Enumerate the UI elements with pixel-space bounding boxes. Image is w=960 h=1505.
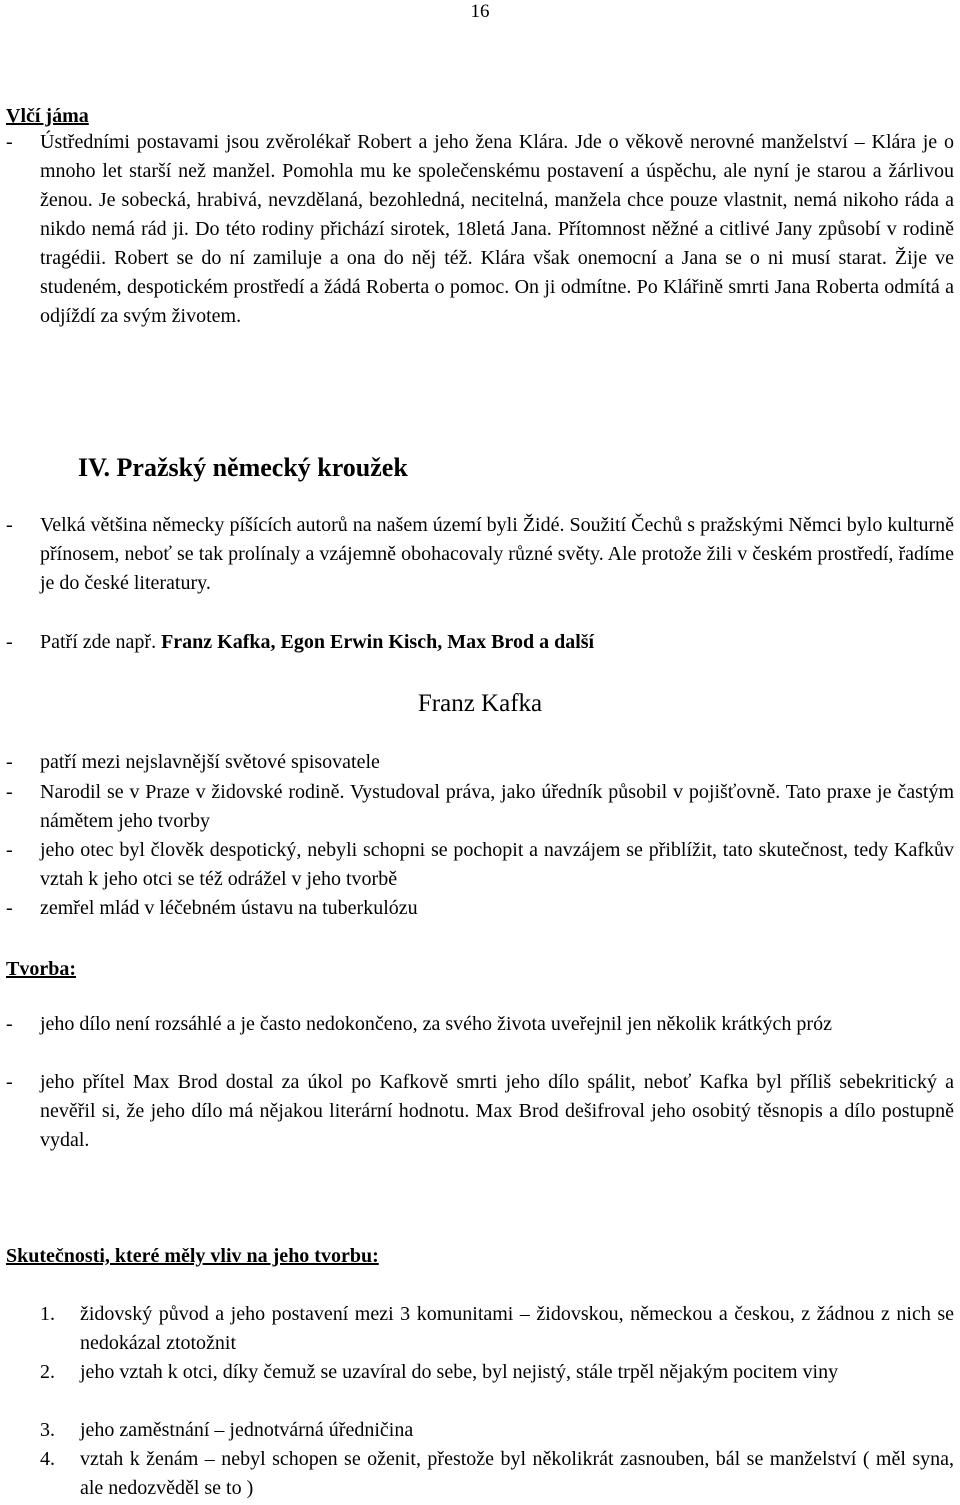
list-dash: - bbox=[6, 514, 13, 536]
section-title-prazsky-kruzek: IV. Pražský německý kroužek bbox=[78, 453, 408, 482]
list-item-text: jeho dílo není rozsáhlé a je často nedokončeno, za svého života uveřejnil jen několik krátkých próz bbox=[40, 1013, 832, 1035]
list-dash: - bbox=[6, 781, 13, 803]
list-dash: - bbox=[6, 1071, 13, 1093]
list-dash: - bbox=[6, 131, 13, 153]
list-dash: - bbox=[6, 897, 13, 919]
numbered-item-text: jeho vztah k otci, díky čemuž se uzavíral do sebe, byl nejistý, stále trpěl nějakým pocitem viny bbox=[80, 1361, 839, 1383]
item-number: 1. bbox=[40, 1303, 55, 1325]
numbered-item bbox=[40, 1300, 954, 1358]
author-title: Franz Kafka bbox=[417, 690, 543, 717]
list-item-text: jeho přítel Max Brod dostal za úkol po Kafkově smrti jeho dílo spálit, neboť Kafka byl příliš sebekritický a nevěřil si, že jeho dílo má nějakou literární hodnotu. Max Brod dešifroval jeho osobitý těsnopis a dílo postupně vydal. bbox=[40, 1071, 954, 1151]
list-item bbox=[6, 128, 954, 331]
list-item-text: patří mezi nejslavnější světové spisovatele bbox=[40, 751, 380, 773]
list-item bbox=[6, 511, 954, 598]
list-dash: - bbox=[6, 839, 13, 861]
list-item bbox=[6, 628, 954, 657]
item-number: 2. bbox=[40, 1361, 55, 1383]
list-item bbox=[6, 836, 954, 894]
list-item-plain: Patří zde např. bbox=[40, 631, 162, 653]
numbered-item-text: jeho zaměstnání – jednotvárná úředničina bbox=[80, 1419, 414, 1441]
section-heading-tvorba: Tvorba: bbox=[6, 958, 76, 980]
list-item-text: jeho otec byl člověk despotický, nebyli schopni se pochopit a navzájem se přiblížit, tato skutečnost, tedy Kafkův vztah k jeho otci se též odrážel v jeho tvorbě bbox=[40, 839, 954, 890]
list-item-text: Narodil se v Praze v židovské rodině. Vystudoval práva, jako úředník působil v pojišťovně. Tato praxe je častým námětem jeho tvorby bbox=[40, 781, 954, 832]
list-item-text: Ústředními postavami jsou zvěrolékař Robert a jeho žena Klára. Jde o věkově nerovné manželství – Klára je o mnoho let starší než manžel. Pomohla mu ke společenskému postavení a úspěchu, ale nyní je starou a žárlivou ženou. Je sobecká, hrabivá, nevzdělaná, bezohledná, necitelná, manžela chce pouze vlastnit, nemá nikoho ráda a nikdo nemá rád ji. Do této rodiny přichází sirotek, 18letá Jana. Přítomnost něžné a citlivé Jany způsobí v rodině tragédii. Robert se do ní zamiluje a ona do něj též. Klára však onemocní a Jana se o ni musí starat. Žije ve studeném, despotickém prostředí a žádá Roberta o pomoc. On ji odmítne. Po Klářině smrti Jana Roberta odmítá a odjíždí za svým životem. bbox=[40, 131, 954, 327]
page-number: 16 bbox=[470, 1, 490, 22]
list-dash: - bbox=[6, 751, 13, 773]
list-dash: - bbox=[6, 631, 13, 653]
numbered-item bbox=[40, 1416, 954, 1445]
list-item-text bbox=[40, 628, 954, 657]
list-item bbox=[6, 748, 954, 777]
section-heading-vlci-jama: Vlčí jáma bbox=[6, 105, 89, 127]
numbered-item-text: židovský původ a jeho postavení mezi 3 komunitami – židovskou, německou a českou, z žádnou z nich se nedokázal ztotožnit bbox=[80, 1303, 954, 1354]
item-number: 3. bbox=[40, 1419, 55, 1441]
list-dash: - bbox=[6, 1013, 13, 1035]
item-number: 4. bbox=[40, 1448, 55, 1470]
numbered-item bbox=[40, 1445, 954, 1503]
list-item bbox=[6, 894, 954, 923]
list-item bbox=[6, 1010, 954, 1039]
section-heading-vlivy: Skutečnosti, které měly vliv na jeho tvorbu: bbox=[6, 1245, 379, 1267]
numbered-item bbox=[40, 1358, 954, 1387]
list-item-text: Velká většina německy píšících autorů na našem území byli Židé. Soužití Čechů s pražskými Němci bylo kulturně přínosem, neboť se tak prolínaly a vzájemně obohacovaly různé světy. Ale protože žili v českém prostředí, řadíme je do české literatury. bbox=[40, 514, 954, 594]
list-item bbox=[6, 1068, 954, 1155]
list-item-text: zemřel mlád v léčebném ústavu na tuberkulózu bbox=[40, 897, 418, 919]
list-item bbox=[6, 778, 954, 836]
numbered-item-text: vztah k ženám – nebyl schopen se oženit, přestože byl několikrát zasnouben, bál se manželství ( měl syna, ale nedozvěděl se to ) bbox=[80, 1448, 954, 1499]
list-item-authors: Franz Kafka, Egon Erwin Kisch, Max Brod a další bbox=[161, 631, 595, 653]
